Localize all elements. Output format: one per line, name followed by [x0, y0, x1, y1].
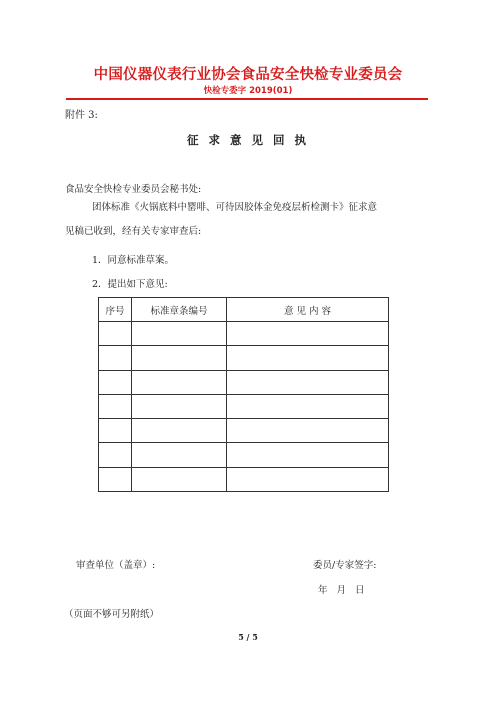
body-line-2: 见稿已收到，经有关专家审查后:	[65, 226, 202, 237]
table-cell[interactable]	[99, 322, 132, 346]
table-cell[interactable]	[99, 467, 132, 491]
table-cell[interactable]	[227, 419, 389, 443]
table-row	[99, 346, 389, 370]
table-cell[interactable]	[227, 346, 389, 370]
table-cell[interactable]	[132, 394, 227, 418]
opinion-table	[98, 297, 389, 492]
page-number: 5 / 5	[238, 632, 258, 642]
form-title: 征 求 意 见 回 执	[186, 133, 310, 147]
red-header-rule	[66, 98, 428, 100]
table-cell[interactable]	[99, 346, 132, 370]
header-sequence: 序号	[99, 298, 132, 322]
date-line: 年 月 日	[318, 585, 365, 596]
attach-paper-note: （页面不够可另附纸）	[64, 609, 160, 620]
item-opinions: 2．提出如下意见:	[92, 279, 168, 290]
reviewer-unit-seal: 审查单位（盖章）:	[76, 560, 156, 571]
header-clause-number: 标准章条编号	[132, 298, 227, 322]
table-cell[interactable]	[99, 394, 132, 418]
table-cell[interactable]	[227, 322, 389, 346]
body-line-1: 团体标准《火锅底料中罂啡、可待因胶体金免疫层析检测卡》征求意	[92, 202, 378, 213]
organization-title: 中国仪器仪表行业协会食品安全快检专业委员会	[93, 67, 403, 83]
table-cell[interactable]	[227, 443, 389, 467]
table-row	[99, 370, 389, 394]
table-cell[interactable]	[227, 370, 389, 394]
table-cell[interactable]	[132, 322, 227, 346]
document-number: 快检专委字 2019(01)	[203, 86, 293, 96]
table-cell[interactable]	[227, 467, 389, 491]
attachment-label: 附件 3:	[65, 110, 98, 121]
table-cell[interactable]	[132, 370, 227, 394]
body-paragraph	[65, 199, 435, 240]
table-cell[interactable]	[132, 443, 227, 467]
header-opinion-content: 意 见 内 容	[227, 298, 389, 322]
table-cell[interactable]	[132, 419, 227, 443]
table-cell[interactable]	[99, 443, 132, 467]
table-row	[99, 467, 389, 491]
table-cell[interactable]	[227, 394, 389, 418]
table-row	[99, 394, 389, 418]
item-agree: 1．同意标准草案。	[92, 255, 175, 266]
table-row	[99, 443, 389, 467]
table-cell[interactable]	[99, 419, 132, 443]
table-header-row	[99, 298, 389, 322]
table-row	[99, 419, 389, 443]
table-cell[interactable]	[132, 467, 227, 491]
table-cell[interactable]	[99, 370, 132, 394]
table-row	[99, 322, 389, 346]
expert-signature: 委员/专家签字:	[313, 560, 377, 571]
table-cell[interactable]	[132, 346, 227, 370]
addressee: 食品安全快检专业委员会秘书处:	[65, 184, 202, 195]
